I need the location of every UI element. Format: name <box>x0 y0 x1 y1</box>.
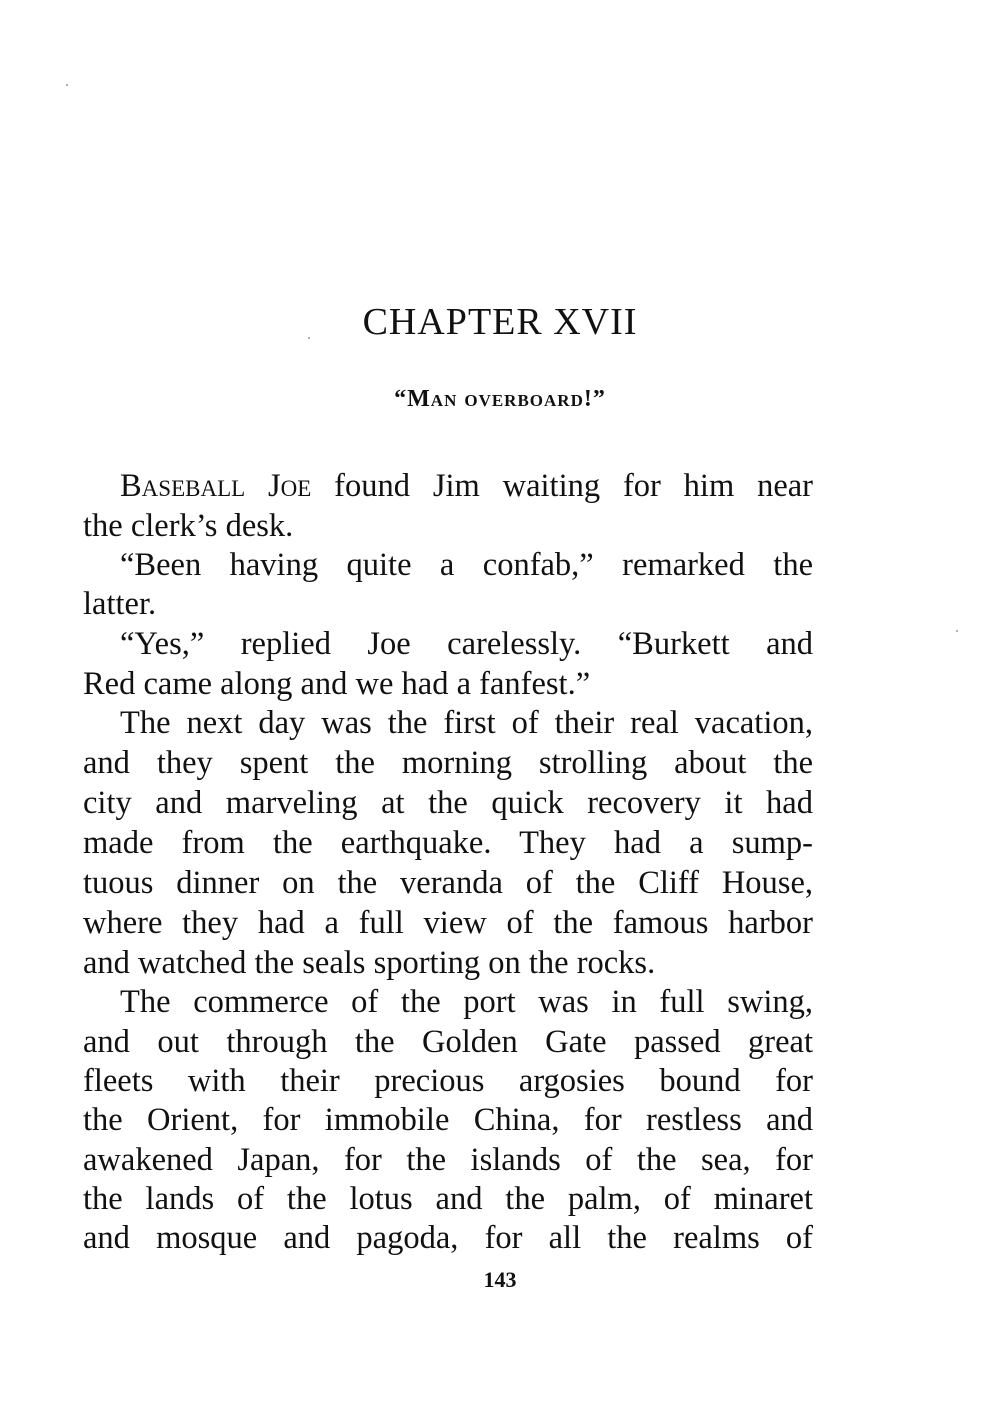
text-line <box>120 466 813 506</box>
page-number: 143 <box>483 1267 517 1292</box>
scan-speck <box>66 84 68 86</box>
text-line: fleets with their precious argosies bound for <box>83 1063 813 1099</box>
text-line: where they had a full view of the famous harbor <box>83 905 813 941</box>
text-line: city and marveling at the quick recovery it had <box>83 785 813 821</box>
text-line: and watched the seals sporting on the rocks. <box>83 945 656 981</box>
text-line: and out through the Golden Gate passed great <box>83 1024 813 1060</box>
text-line: Red came along and we had a fanfest.” <box>83 666 591 702</box>
text-line: the clerk’s desk. <box>83 508 294 544</box>
scan-speck <box>956 630 958 632</box>
text-line: the lands of the lotus and the palm, of minaret <box>83 1181 813 1217</box>
chapter-subtitle: “Man overboard!” <box>394 386 606 412</box>
text-line: awakened Japan, for the islands of the sea, for <box>83 1142 813 1178</box>
opening-smallcaps: Baseball Joe <box>120 468 312 504</box>
text-line: “Yes,” replied Joe carelessly. “Burkett and <box>120 626 813 662</box>
text-line: “Been having quite a confab,” remarked the <box>120 547 813 583</box>
text-line: tuous dinner on the veranda of the Cliff House, <box>83 865 813 901</box>
text-line: made from the earthquake. They had a sump- <box>83 825 813 861</box>
text-line: The commerce of the port was in full swing, <box>120 984 813 1020</box>
text-line: the Orient, for immobile China, for restless and <box>83 1102 813 1138</box>
text-line-content: found Jim waiting for him near <box>311 468 813 504</box>
chapter-title: CHAPTER XVII <box>362 301 638 343</box>
text-line: and mosque and pagoda, for all the realms of <box>83 1220 813 1256</box>
text-line: latter. <box>83 586 157 622</box>
text-line: and they spent the morning strolling about the <box>83 745 813 781</box>
scan-speck <box>308 337 310 339</box>
text-line: The next day was the first of their real vacation, <box>120 705 813 741</box>
